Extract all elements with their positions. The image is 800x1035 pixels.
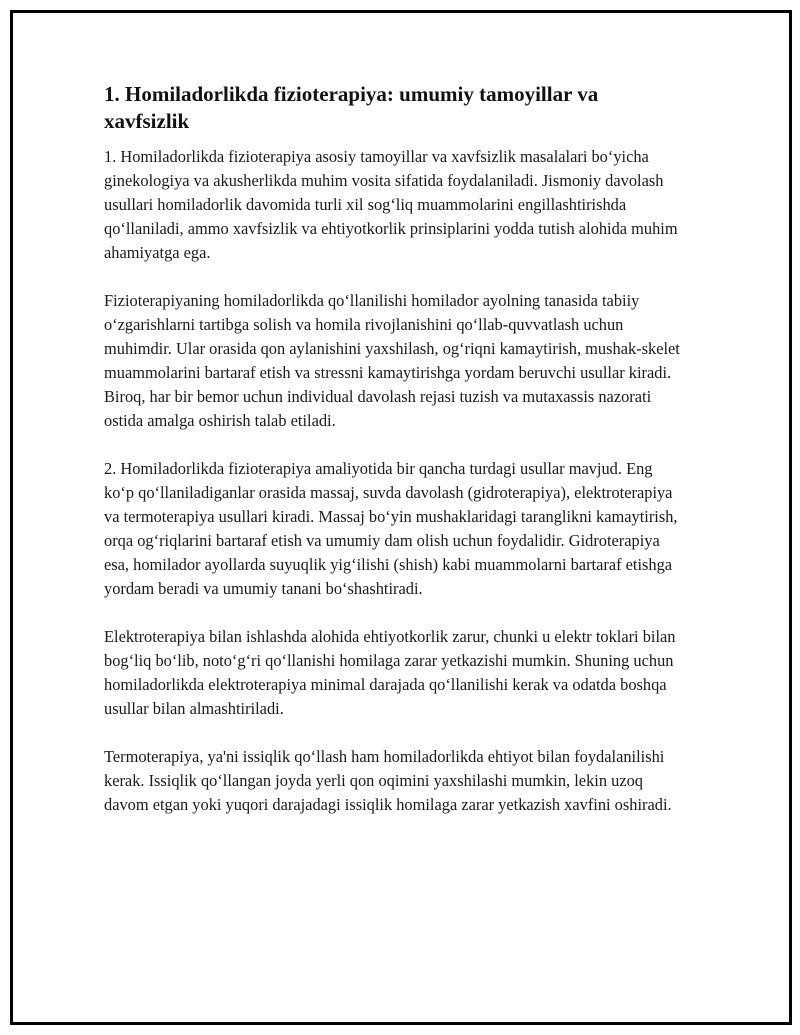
section-heading: 1. Homiladorlikda fizioterapiya: umumiy tamoyillar va xavfsizlik — [104, 82, 599, 133]
paragraph-5: Termoterapiya, ya'ni issiqlik qo‘llash ham homiladorlikda ehtiyot bilan foydalanilishi kerak. Issiqlik qo‘llangan joyda yerli qon oqimini yaxshilashi mumkin, lekin uzoq davom etgan yoki yuqori darajadagi issiqlik homilaga zarar yetkazish xavfini oshiradi. — [104, 747, 672, 814]
document-body — [104, 81, 684, 841]
paragraph-3: 2. Homiladorlikda fizioterapiya amaliyotida bir qancha turdagi usullar mavjud. Eng ko‘p qo‘llaniladiganlar orasida massaj, suvda davolash (gidroterapiya), elektroterapiya va termoterapiya usullari kiradi. Massaj bo‘yin mushaklaridagi taranglikni kamaytirish, orqa og‘riqlarini bartaraf etish va umumiy dam olish uchun foydalidir. Gidroterapiya esa, homilador ayollarda suyuqlik yig‘ilishi (shish) kabi muammolarni bartaraf etishga yordam beradi va umumiy tanani bo‘shashtiradi. — [104, 459, 678, 598]
paragraph-4: Elektroterapiya bilan ishlashda alohida ehtiyotkorlik zarur, chunki u elektr toklari bilan bog‘liq bo‘lib, noto‘g‘ri qo‘llanishi homilaga zarar yetkazishi mumkin. Shuning uchun homiladorlikda elektroterapiya minimal darajada qo‘llanilishi kerak va odatda boshqa usullar bilan almashtiriladi. — [104, 627, 676, 718]
paragraph-2: Fizioterapiyaning homiladorlikda qo‘llanilishi homilador ayolning tanasida tabiiy o‘zgarishlarni tartibga solish va homila rivojlanishini qo‘llab-quvvatlash uchun muhimdir. Ular orasida qon aylanishini yaxshilash, og‘riqni kamaytirish, mushak-skelet muammolarini bartaraf etish va stressni kamaytirishga yordam beruvchi usullar kiradi. Biroq, har bir bemor uchun individual davolash rejasi tuzish va mutaxassis nazorati ostida amalga oshirish talab etiladi. — [104, 291, 680, 430]
paragraph-1: 1. Homiladorlikda fizioterapiya asosiy tamoyillar va xavfsizlik masalalari bo‘yicha ginekologiya va akusherlikda muhim vosita sifatida foydalaniladi. Jismoniy davolash usullari homiladorlik davomida turli xil sog‘liq muammolarini engillashtirishda qo‘llaniladi, ammo xavfsizlik va ehtiyotkorlik prinsiplarini yodda tutish alohida muhim ahamiyatga ega. — [104, 147, 678, 262]
